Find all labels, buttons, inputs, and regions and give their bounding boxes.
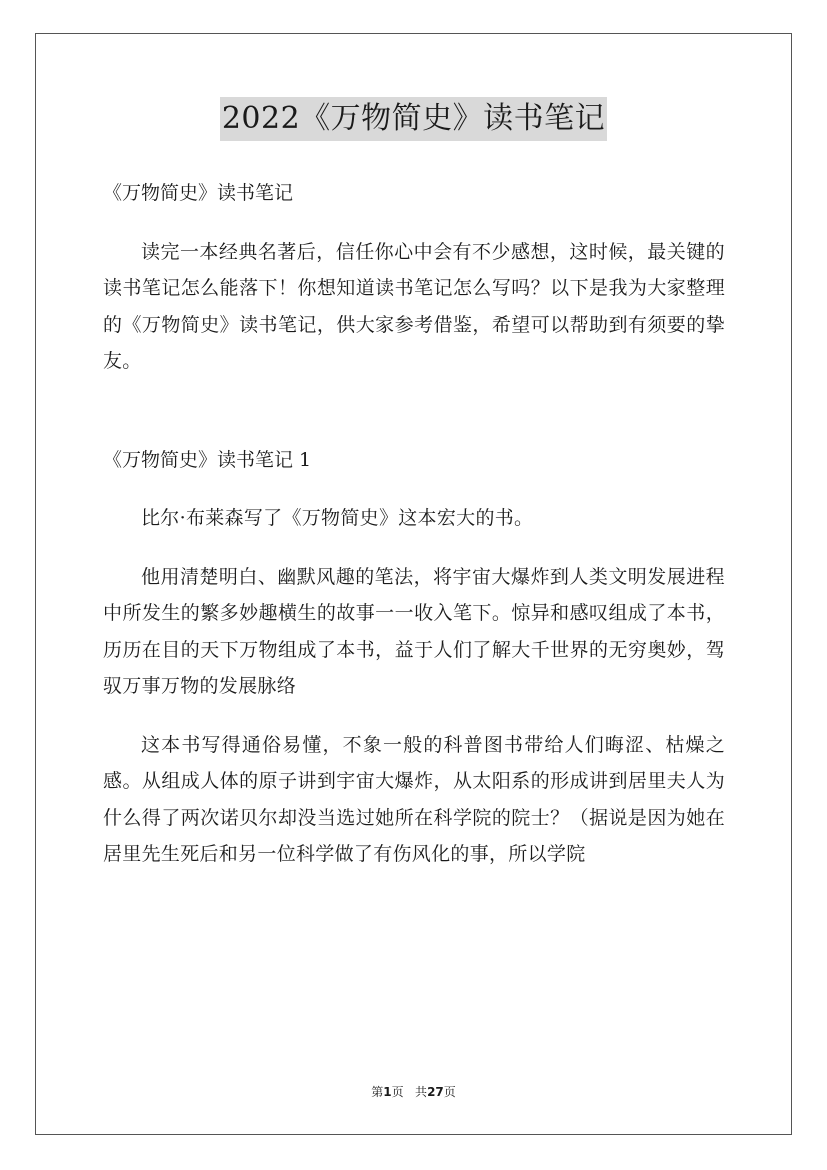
- page-prefix: 第: [371, 1085, 384, 1099]
- total-suffix: 页: [443, 1085, 456, 1099]
- document-title: 2022《万物简史》读书笔记: [220, 97, 607, 141]
- spacer: [103, 380, 725, 442]
- total-prefix: 共: [415, 1085, 428, 1099]
- page-footer: [0, 1083, 827, 1100]
- title-container: [0, 97, 827, 141]
- spacer: [103, 705, 725, 727]
- page-number: 1: [383, 1085, 392, 1099]
- spacer: [103, 212, 725, 234]
- document-body: [103, 175, 725, 873]
- section-heading: 《万物简史》读书笔记 1: [103, 448, 312, 471]
- document-subheading: 《万物简史》读书笔记: [103, 182, 294, 204]
- body-paragraph: 他用清楚明白、幽默风趣的笔法，将宇宙大爆炸到人类文明发展进程中所发生的繁多妙趣横生的故事一一收入笔下。惊异和感叹组成了本书，历历在目的天下万物组成了本书，益于人们了解大千世界的无穷奥妙，驾驭万事万物的发展脉络: [103, 565, 725, 697]
- intro-paragraph: 读完一本经典名著后，信任你心中会有不少感想，这时候，最关键的读书笔记怎么能落下！你想知道读书笔记怎么写吗？以下是我为大家整理的《万物简史》读书笔记，供大家参考借鉴，希望可以帮助到有须要的挚友。: [103, 240, 725, 372]
- spacer: [103, 537, 725, 559]
- spacer: [103, 478, 725, 500]
- body-paragraph: 这本书写得通俗易懂，不象一般的科普图书带给人们晦涩、枯燥之感。从组成人体的原子讲到宇宙大爆炸，从太阳系的形成讲到居里夫人为什么得了两次诺贝尔却没当选过她所在科学院的院士？（据说是因为她在居里先生死后和另一位科学做了有伤风化的事，所以学院: [103, 733, 725, 865]
- total-pages: 27: [427, 1085, 444, 1099]
- body-paragraph: 比尔·布莱森写了《万物简史》这本宏大的书。: [141, 507, 534, 529]
- page-suffix: 页: [391, 1085, 404, 1099]
